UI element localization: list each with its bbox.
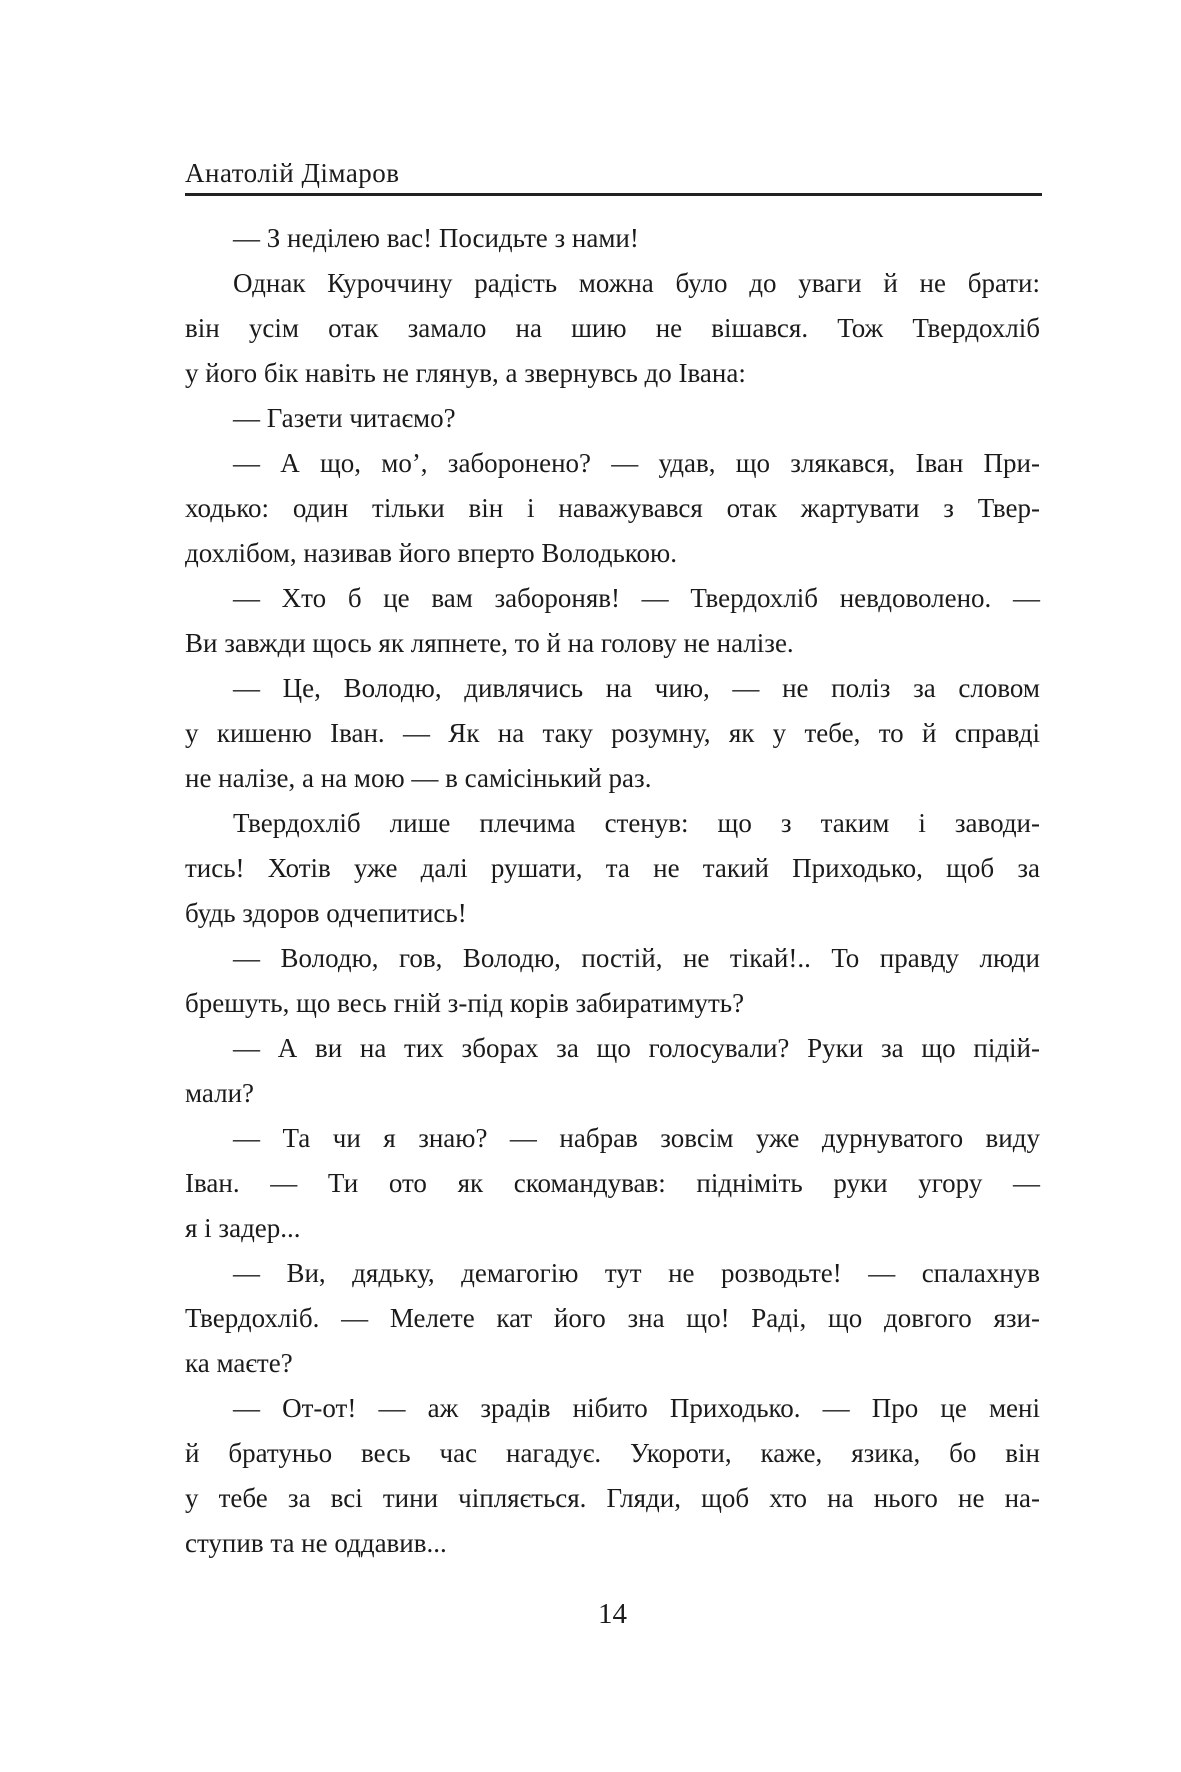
text-line: — Хто б це вам забороняв! — Твердохліб невдоволено. — [233,583,1040,613]
text-line: ступив та не оддавив... [185,1528,447,1558]
text-line: — Та чи я знаю? — набрав зовсім уже дурнуватого виду [233,1123,1040,1153]
text-line: — Володю, гов, Володю, постій, не тікай!.. То правду люди [233,943,1040,973]
text-line: брешуть, що весь гній з-під корів забиратимуть? [185,988,745,1018]
text-line: — А що, мо’, заборонено? — удав, що злякався, Іван При- [233,448,1040,478]
text-line: — Ви, дядьку, демагогію тут не розводьте! — спалахнув [233,1258,1040,1288]
text-line: — От-от! — аж зрадів нібито Приходько. — Про це мені [233,1393,1040,1423]
page-number: 14 [598,1598,627,1630]
text-line: Однак Куроччину радість можна було до уваги й не брати: [233,268,1040,298]
text-line: мали? [185,1078,255,1108]
text-line: — Газети читаємо? [233,403,456,433]
text-line: дохлібом, називав його вперто Володькою. [185,538,677,568]
text-line: ка маєте? [185,1348,293,1378]
running-head-author: Анатолій Дімаров [185,158,400,188]
text-line: ходько: один тільки він і наважувався отак жартувати з Твер- [185,493,1040,523]
text-line: не налізе, а на мою — в самісінький раз. [185,763,652,793]
text-line: у кишеню Іван. — Як на таку розумну, як у тебе, то й справді [185,718,1040,748]
text-line: я і задер... [185,1213,301,1243]
text-line: він усім отак замало на шию не вішався. Тож Твердохліб [185,313,1040,343]
text-line: Ви завжди щось як ляпнете, то й на голову не налізе. [185,628,794,658]
text-line: у його бік навіть не глянув, а звернувсь до Івана: [185,358,746,388]
text-line: й братуньо весь час нагадує. Укороти, каже, язика, бо він [185,1438,1040,1468]
text-line: тись! Хотів уже далі рушати, та не такий Приходько, щоб за [185,853,1040,883]
text-line: — З неділею вас! Посидьте з нами! [233,223,639,253]
text-line: у тебе за всі тини чіпляється. Гляди, щоб хто на нього не на- [185,1483,1040,1513]
header-rule [185,193,1042,196]
text-line: Твердохліб лише плечима стенув: що з таким і заводи- [233,808,1040,838]
text-line: Твердохліб. — Мелете кат його зна що! Раді, що довгого язи- [185,1303,1040,1333]
text-line: Іван. — Ти ото як скомандував: підніміть руки угору — [185,1168,1040,1198]
text-line: будь здоров одчепитись! [185,898,467,928]
text-block [185,216,1040,1566]
text-line: — А ви на тих зборах за що голосували? Руки за що підій- [233,1033,1040,1063]
text-line: — Це, Володю, дивлячись на чию, — не поліз за словом [233,673,1040,703]
